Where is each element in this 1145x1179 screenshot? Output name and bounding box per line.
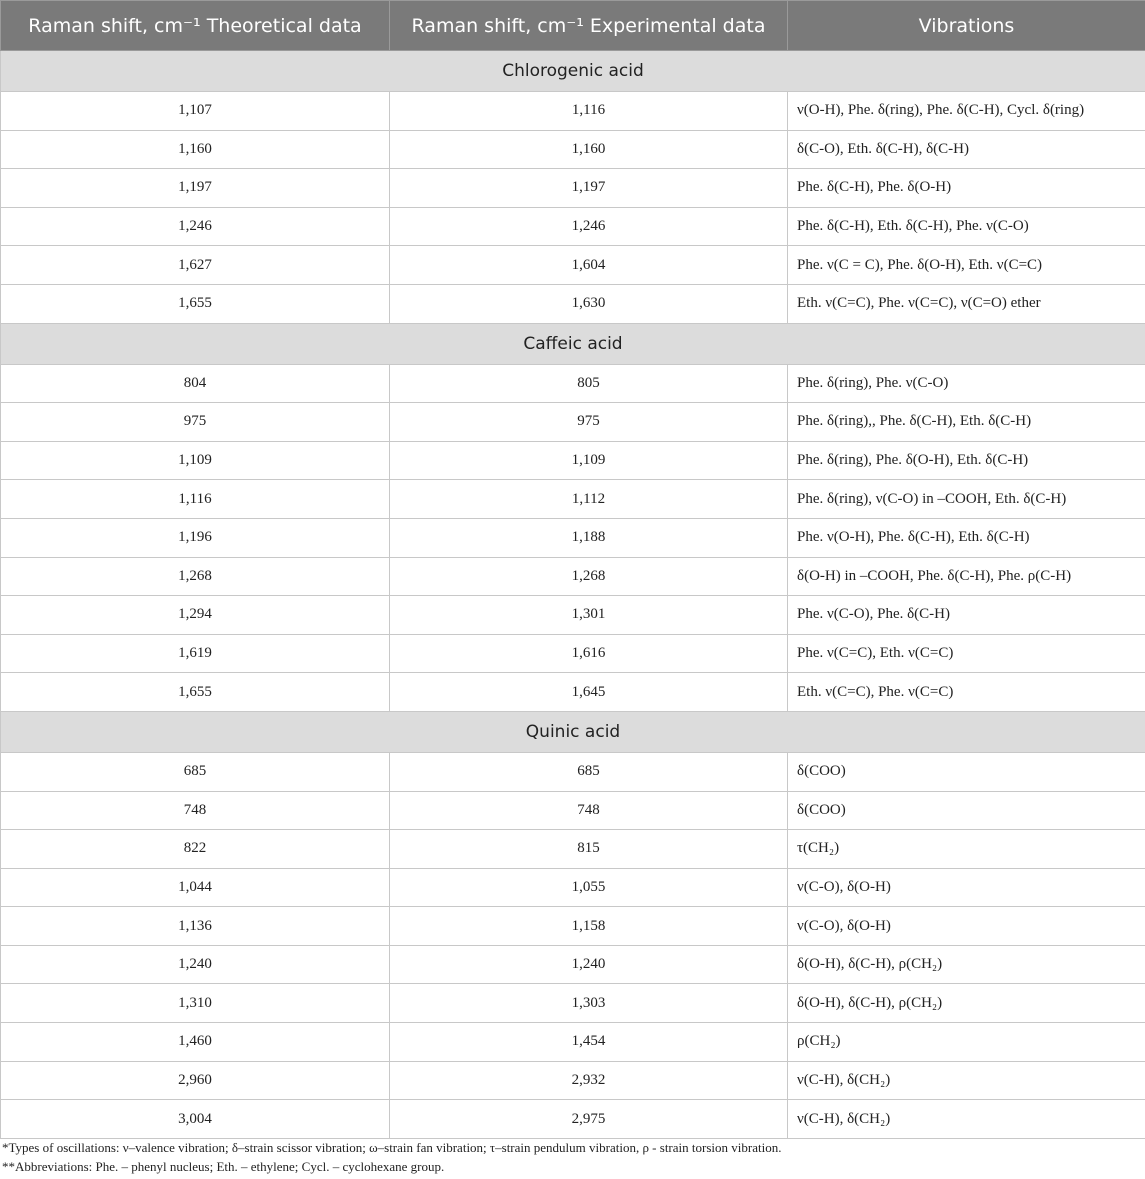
table-row	[1, 830, 1145, 869]
cell-theoretical: 1,268	[1, 557, 390, 596]
table-row	[1, 518, 1145, 557]
table-row	[1, 634, 1145, 673]
table-row	[1, 557, 1145, 596]
table-row	[1, 403, 1145, 442]
footnote-types: *Types of oscillations: ν–valence vibration; δ–strain scissor vibration; ω–strain fan vibration; τ–strain pendulum vibration, ρ - strain torsion vibration.	[2, 1140, 782, 1155]
cell-vibrations: δ(O-H), δ(C-H), ρ(CH₂)	[788, 984, 1145, 1023]
cell-vibrations: Phe. δ(ring), Phe. δ(O-H), Eth. δ(C-H)	[788, 441, 1145, 480]
table-row	[1, 441, 1145, 480]
cell-theoretical: 1,109	[1, 441, 390, 480]
footnotes	[2, 1138, 1142, 1176]
cell-vibrations: τ(CH₂)	[788, 830, 1145, 869]
cell-experimental: 815	[390, 830, 788, 869]
cell-experimental: 1,160	[390, 130, 788, 169]
cell-theoretical: 1,116	[1, 480, 390, 519]
table-row	[1, 945, 1145, 984]
header-experimental: Raman shift, cm⁻¹ Experimental data	[390, 1, 788, 51]
cell-vibrations: Phe. δ(C-H), Eth. δ(C-H), Phe. ν(C-O)	[788, 207, 1145, 246]
cell-vibrations: Phe. ν(C-O), Phe. δ(C-H)	[788, 596, 1145, 635]
table-row	[1, 868, 1145, 907]
cell-theoretical: 822	[1, 830, 390, 869]
cell-experimental: 1,301	[390, 596, 788, 635]
cell-vibrations: ρ(CH₂)	[788, 1023, 1145, 1062]
cell-vibrations: δ(O-H), δ(C-H), ρ(CH₂)	[788, 945, 1145, 984]
cell-experimental: 975	[390, 403, 788, 442]
table-row	[1, 207, 1145, 246]
cell-experimental: 1,055	[390, 868, 788, 907]
cell-experimental: 1,112	[390, 480, 788, 519]
cell-experimental: 685	[390, 752, 788, 791]
group-row	[1, 711, 1145, 752]
cell-experimental: 1,158	[390, 907, 788, 946]
group-title: Caffeic acid	[1, 323, 1145, 364]
cell-vibrations: ν(O-H), Phe. δ(ring), Phe. δ(C-H), Cycl. δ(ring)	[788, 92, 1145, 131]
cell-experimental: 1,268	[390, 557, 788, 596]
group-title: Quinic acid	[1, 711, 1145, 752]
cell-theoretical: 1,136	[1, 907, 390, 946]
cell-experimental: 1,197	[390, 169, 788, 208]
table-row	[1, 480, 1145, 519]
table-row	[1, 596, 1145, 635]
table-body	[1, 51, 1145, 1139]
cell-experimental: 2,975	[390, 1100, 788, 1139]
cell-theoretical: 2,960	[1, 1061, 390, 1100]
cell-vibrations: Phe. ν(O-H), Phe. δ(C-H), Eth. δ(C-H)	[788, 518, 1145, 557]
group-title: Chlorogenic acid	[1, 51, 1145, 92]
table-row	[1, 364, 1145, 403]
cell-experimental: 1,109	[390, 441, 788, 480]
cell-experimental: 2,932	[390, 1061, 788, 1100]
table-row	[1, 1100, 1145, 1139]
table-row	[1, 984, 1145, 1023]
cell-vibrations: δ(C-O), Eth. δ(C-H), δ(C-H)	[788, 130, 1145, 169]
cell-theoretical: 1,196	[1, 518, 390, 557]
cell-theoretical: 1,655	[1, 284, 390, 323]
cell-vibrations: δ(COO)	[788, 752, 1145, 791]
cell-experimental: 1,188	[390, 518, 788, 557]
table-row	[1, 907, 1145, 946]
cell-experimental: 1,116	[390, 92, 788, 131]
cell-theoretical: 685	[1, 752, 390, 791]
cell-vibrations: ν(C-H), δ(CH₂)	[788, 1100, 1145, 1139]
cell-theoretical: 1,160	[1, 130, 390, 169]
cell-experimental: 1,645	[390, 673, 788, 712]
cell-theoretical: 1,310	[1, 984, 390, 1023]
cell-vibrations: ν(C-O), δ(O-H)	[788, 868, 1145, 907]
cell-experimental: 805	[390, 364, 788, 403]
group-row	[1, 323, 1145, 364]
header-theoretical: Raman shift, cm⁻¹ Theoretical data	[1, 1, 390, 51]
cell-experimental: 1,630	[390, 284, 788, 323]
cell-experimental: 1,604	[390, 246, 788, 285]
cell-theoretical: 1,240	[1, 945, 390, 984]
cell-vibrations: Phe. δ(ring), ν(C-O) in –COOH, Eth. δ(C-H)	[788, 480, 1145, 519]
cell-vibrations: ν(C-H), δ(CH₂)	[788, 1061, 1145, 1100]
cell-theoretical: 1,197	[1, 169, 390, 208]
cell-theoretical: 1,044	[1, 868, 390, 907]
cell-theoretical: 1,246	[1, 207, 390, 246]
table-row	[1, 1023, 1145, 1062]
cell-vibrations: δ(O-H) in –COOH, Phe. δ(C-H), Phe. ρ(C-H)	[788, 557, 1145, 596]
cell-experimental: 1,240	[390, 945, 788, 984]
cell-theoretical: 1,294	[1, 596, 390, 635]
footnote-abbreviations: **Abbreviations: Phe. – phenyl nucleus; Eth. – ethylene; Cycl. – cyclohexane group.	[2, 1159, 445, 1174]
cell-vibrations: Phe. δ(ring),, Phe. δ(C-H), Eth. δ(C-H)	[788, 403, 1145, 442]
cell-theoretical: 1,107	[1, 92, 390, 131]
cell-vibrations: ν(C-O), δ(O-H)	[788, 907, 1145, 946]
cell-vibrations: Eth. ν(C=C), Phe. ν(C=C), ν(C=O) ether	[788, 284, 1145, 323]
table-row	[1, 284, 1145, 323]
cell-vibrations: Phe. δ(C-H), Phe. δ(O-H)	[788, 169, 1145, 208]
table-row	[1, 1061, 1145, 1100]
cell-experimental: 748	[390, 791, 788, 830]
table-row	[1, 130, 1145, 169]
cell-experimental: 1,454	[390, 1023, 788, 1062]
cell-vibrations: Phe. ν(C = C), Phe. δ(O-H), Eth. ν(C=C)	[788, 246, 1145, 285]
cell-theoretical: 1,627	[1, 246, 390, 285]
cell-theoretical: 804	[1, 364, 390, 403]
cell-vibrations: δ(COO)	[788, 791, 1145, 830]
group-row	[1, 51, 1145, 92]
cell-experimental: 1,303	[390, 984, 788, 1023]
table-row	[1, 246, 1145, 285]
cell-experimental: 1,616	[390, 634, 788, 673]
cell-vibrations: Phe. ν(C=C), Eth. ν(C=C)	[788, 634, 1145, 673]
cell-theoretical: 748	[1, 791, 390, 830]
cell-vibrations: Phe. δ(ring), Phe. ν(C-O)	[788, 364, 1145, 403]
table-row	[1, 673, 1145, 712]
table-row	[1, 92, 1145, 131]
table-row	[1, 169, 1145, 208]
table-header-row	[1, 1, 1145, 51]
cell-theoretical: 3,004	[1, 1100, 390, 1139]
cell-theoretical: 975	[1, 403, 390, 442]
table-row	[1, 752, 1145, 791]
cell-theoretical: 1,460	[1, 1023, 390, 1062]
cell-theoretical: 1,655	[1, 673, 390, 712]
cell-vibrations: Eth. ν(C=C), Phe. ν(C=C)	[788, 673, 1145, 712]
table-row	[1, 791, 1145, 830]
cell-experimental: 1,246	[390, 207, 788, 246]
cell-theoretical: 1,619	[1, 634, 390, 673]
header-vibrations: Vibrations	[788, 1, 1145, 51]
